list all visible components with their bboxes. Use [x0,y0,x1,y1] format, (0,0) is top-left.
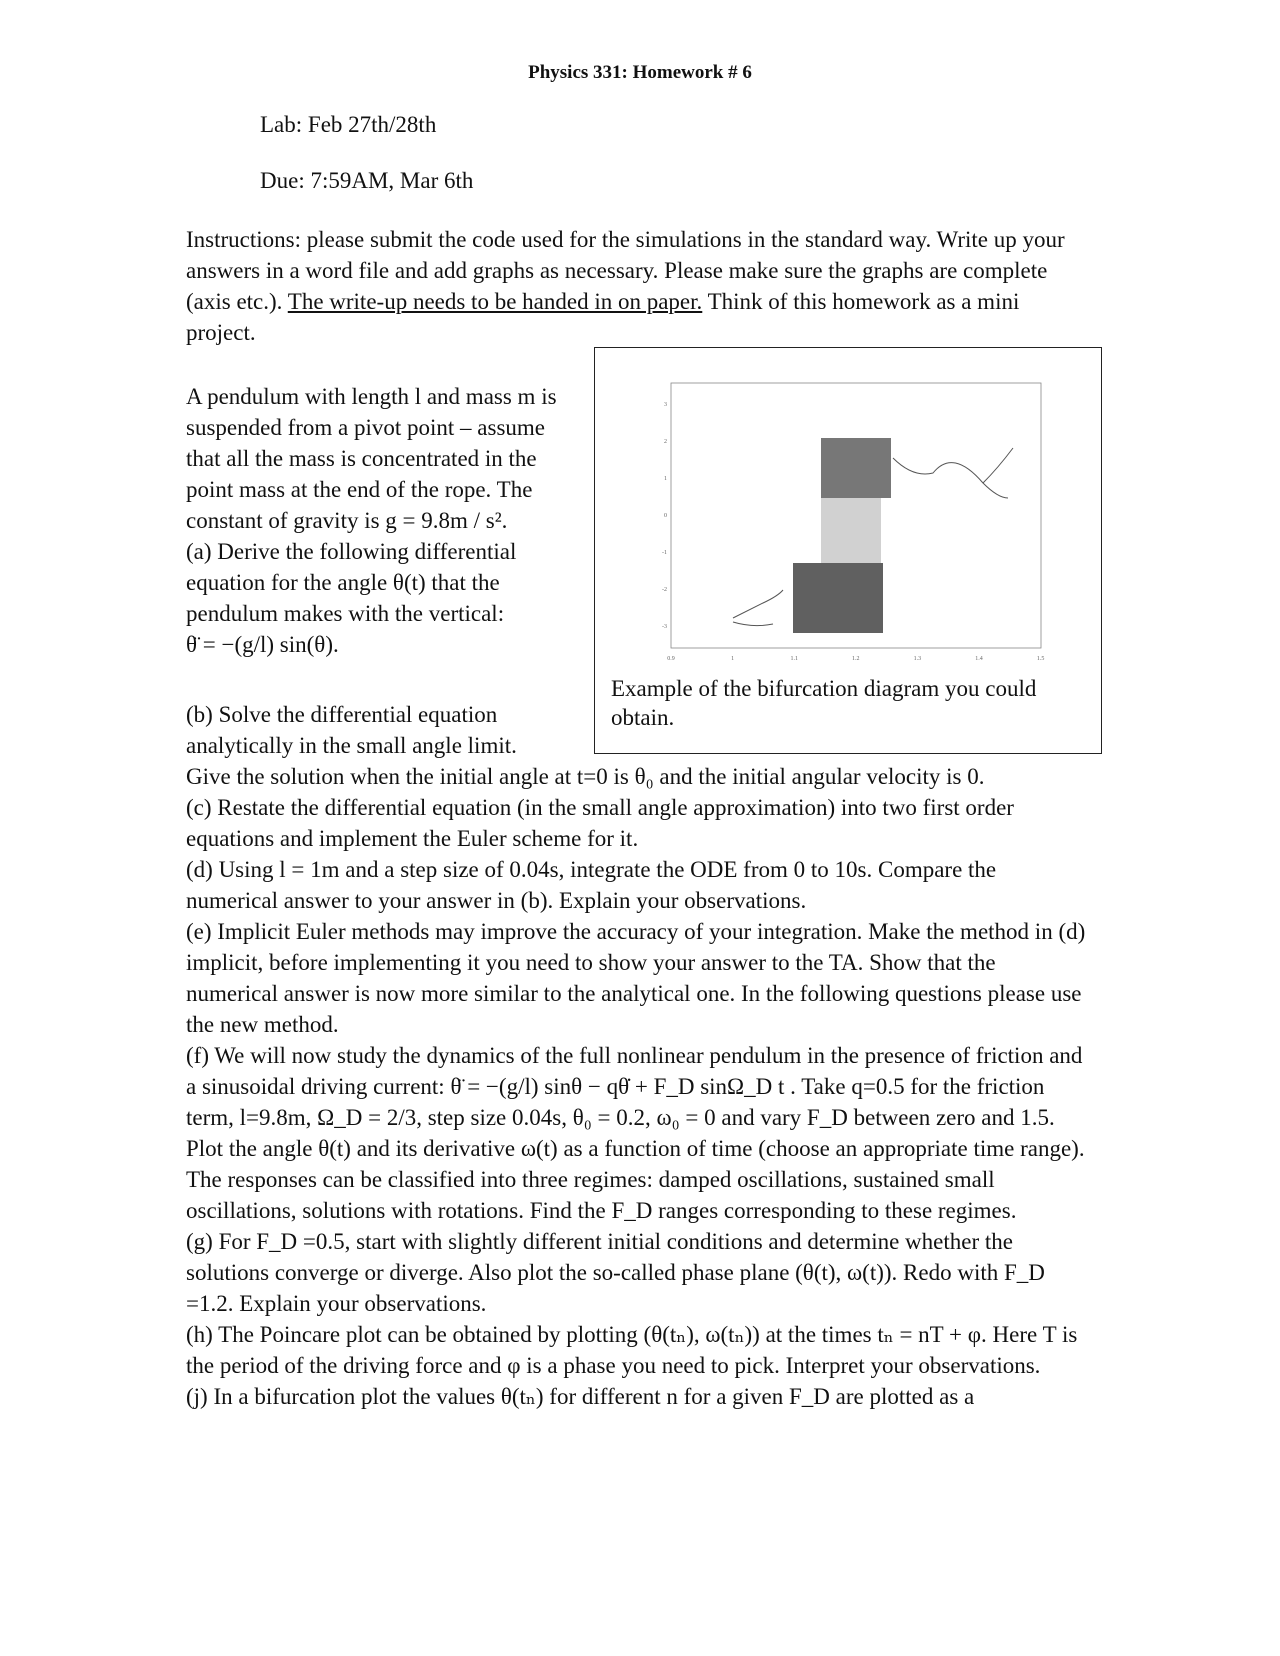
lab-date: Lab: Feb 27th/28th [260,112,437,137]
branch-right [893,458,1008,498]
y-tick-label: 2 [664,439,667,445]
x-tick-label: 1.3 [913,656,922,662]
part-j: (j) In a bifurcation plot the values θ(tₙ) for different n for a given F_D are plotted as a [186,1384,975,1409]
figure-box [594,347,1102,754]
x-tick-label: 1.2 [852,656,860,662]
branch-right2 [983,448,1013,483]
period-branch-lower2 [733,622,773,626]
part-b: (b) Solve the differential equation analytically in the small angle limit. [186,702,517,758]
part-b-block [186,699,576,761]
x-tick-label: 1.5 [1036,656,1045,662]
part-a-equation: θ̈ = −(g/l) sin(θ). [186,632,339,657]
y-tick-label: 0 [664,513,667,519]
bifurcation-diagram [653,378,1053,668]
intro-text: A pendulum with length l and mass m is suspended from a pivot point – assume that all the mass is concentrated in the point mass at the end of the rope. The constant of gravity is g = 9.8m / s². [186,384,557,533]
chaotic-band-mid [821,498,881,563]
intro-paragraph [186,381,576,660]
instructions-underlined: The write-up needs to be handed in on paper. [287,289,703,314]
y-tick-label: -2 [662,587,667,593]
y-axis-ticks [662,402,667,630]
part-d: (d) Using l = 1m and a step size of 0.04s, integrate the ODE from 0 to 10s. Compare the numerical answer to your answer in (b). Explain your observations. [186,857,997,913]
y-tick-label: 1 [664,476,667,482]
figure-caption: Example of the bifurcation diagram you could obtain. [611,676,1037,730]
x-axis-ticks [667,656,1044,662]
instructions [186,224,1086,348]
page-title: Physics 331: Homework # 6 [528,62,752,83]
questions-body [186,761,1091,1412]
y-tick-label: -3 [662,624,667,630]
due-date: Due: 7:59AM, Mar 6th [260,168,474,193]
x-tick-label: 1.1 [790,656,798,662]
x-tick-label: 1.4 [975,656,983,662]
instructions-text: Instructions: please submit the code used for the simulations in the standard way. Write up your answers in a word file and add graphs as necessary. Please make sure the graphs are complete (axis etc.). [186,227,1065,314]
period-branch-lower [733,590,783,618]
part-a: (a) Derive the following differential equation for the angle θ(t) that the pendulum makes with the vertical: [186,539,517,626]
y-tick-label: -1 [662,550,667,556]
y-tick-label: 3 [664,402,667,408]
part-g: (g) For F_D =0.5, start with slightly different initial conditions and determine whether the solutions converge or diverge. Also plot the so-called phase plane (θ(t), ω(t)). Redo with F_D =1.2. Explain your observations. [186,1229,1045,1316]
part-h: (h) The Poincare plot can be obtained by plotting (θ(tₙ), ω(tₙ)) at the times tₙ = nT + φ. Here T is the period of the driving force and φ is a phase you need to pick. Interpret your observations. [186,1322,1078,1378]
part-b-continued: Give the solution when the initial angle at t=0 is θ₀ and the initial angular velocity is 0. [186,764,985,789]
x-tick-label: 1 [731,656,735,662]
x-tick-label: 0.9 [667,656,675,662]
part-c: (c) Restate the differential equation (in the small angle approximation) into two first order equations and implement the Euler scheme for it. [186,795,1014,851]
part-e: (e) Implicit Euler methods may improve the accuracy of your integration. Make the method in (d) implicit, before implementing it you need to show your answer to the TA. Show that the numerical answer is now more similar to the analytical one. In the following questions please use the new method. [186,919,1086,1037]
chaotic-band-lower [793,563,883,633]
part-f: (f) We will now study the dynamics of the full nonlinear pendulum in the presence of friction and a sinusoidal driving current: θ̈ = −(g/l) sinθ − qθ̇ + F_D sinΩ_D t . Take q=0.5 for the friction term, l=9.8m, Ω_D = 2/3, step size 0.04s, θ₀ = 0.2, ω₀ = 0 and vary F_D between zero and 1.5. Plot the angle θ(t) and its derivative ω(t) as a function of time (choose an appropriate time range). The responses can be classified into three regimes: damped oscillations, sustained small oscillations, solutions with rotations. Find the F_D ranges corresponding to these regimes. [186,1043,1085,1223]
chaotic-band-upper [821,438,891,498]
instructions-tail: Think of this homework as a mini project. [186,289,1020,345]
